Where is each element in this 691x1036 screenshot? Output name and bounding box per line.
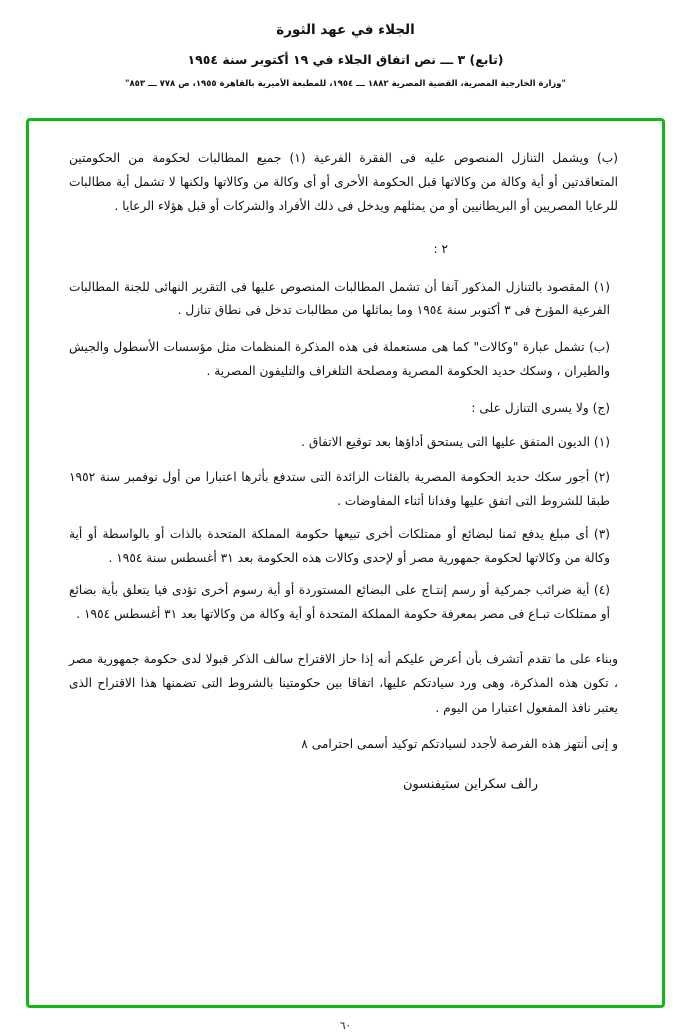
paragraph-clause-2-c: (ج) ولا يسرى التنازل على :	[471, 400, 610, 415]
paragraph-clause-c-2: (٢) أجور سكك حديد الحكومة المصرية بالفئات الزائدة التى ستدفع بأثرها اعتبارا من أول نوفمبر سنة ١٩٥٢ طبقا للشروط التى اتفق عليها وفدانا أثناء المفاوضات .	[69, 470, 610, 508]
page-header	[0, 0, 691, 89]
paragraph-clause-c-1: (١) الديون المتفق عليها التى يستحق أداؤها بعد توقيع الاتفاق .	[301, 435, 610, 450]
paragraph-clause-b-1: (ب) ويشمل التنازل المنصوص عليه فى الفقرة الفرعية (١) جميع المطالبات لحكومة من الحكومتين المتعاقدتين أو أية وكالة من وكالاتها قبل الحكومة الأخرى أو أى وكالة من وكالاتها ولكنها لا تشمل أية مطالبات للرعايا المصريين أو البريطانيين أو من يمثلهم ويدخل فى ذلك الأفراد والشركات أو قبل هؤلاء الرعايا .	[69, 151, 618, 213]
paragraph-clause-2-b: (ب) تشمل عبارة "وكالات" كما هى مستعملة فى هذه المذكرة المنظمات مثل مؤسسات الأسطول والجيش والطيران ، وسكك حديد الحكومة المصرية ومصلحة التلغراف والتليفون المصرية .	[69, 340, 610, 378]
source-citation: "وزارة الخارجية المصرية، القضية المصرية ١٨٨٢ ـــ ١٩٥٤، للمطبعة الأميرية بالقاهرة ١٩٥٥، ص ٧٧٨ ـــ ٨٥٣"	[125, 79, 566, 89]
content-body	[29, 121, 662, 1005]
paragraph-clause-c-3: (٣) أى مبلغ يدفع ثمنا لبضائع أو ممتلكات أخرى تبيعها حكومة المملكة المتحدة بالذات أو بالواسطة أو أية وكالة من وكالاتها لحكومة جمهورية مصر أو لإحدى وكالات هذه الحكومة بعد ٣١ أغسطس سنة ١٩٥٤ .	[69, 526, 610, 565]
paragraph-clause-c-4: (٤) أية ضرائب جمركية أو رسم إنتـاج على البضائع المستوردة أو أية رسوم أخرى تؤدى فيا يتعلق بأية بضائع أو ممتلكات تبـاع فى مصر بمعرفة حكومة المملكة المتحدة أو أية وكالة من وكالاتها بعد ٣١ أغسطس ١٩٥٤ .	[69, 583, 610, 622]
page-number: ٦٠	[339, 1020, 352, 1032]
section-2-heading: ٢ :	[433, 242, 448, 257]
paragraph-closing-2: و إنى أنتهز هذه الفرصة لأجدد لسيادتكم توكيد أسمى احترامى ٨	[301, 737, 618, 752]
signature-line: رالف سكراين ستيفنسون	[402, 776, 538, 792]
paragraph-closing-1: وبناء على ما تقدم أتشرف بأن أعرض عليكم أنه إذا حاز الاقتراح سالف الذكر قبولا لدى حكومة جمهورية مصر ، تكون هذه المذكرة، وهى ورد سيادتكم عليها، اتفاقا بين حكومتينا بالشروط التى تضمنها هذا الاقتراح الذى يعتبر نافذ المفعول اعتبارا من اليوم .	[69, 651, 618, 715]
paragraph-clause-2-1: (١) المقصود بالتنازل المذكور آنفا أن تشمل المطالبات المنصوص عليها فى التقرير النهائى للجنة المطالبات الفرعية المؤرخ فى ٣ أكتوبر سنة ١٩٥٤ وما يماثلها من مطالبات تدخل فى نطاق تنازل .	[69, 279, 610, 318]
page-subtitle: (تابع) ٣ ـــ نص اتفاق الجلاء في ١٩ أكتوبر سنة ١٩٥٤	[187, 52, 504, 67]
page-title: الجلاء في عهد الثورة	[276, 22, 415, 38]
content-frame	[26, 118, 665, 1008]
